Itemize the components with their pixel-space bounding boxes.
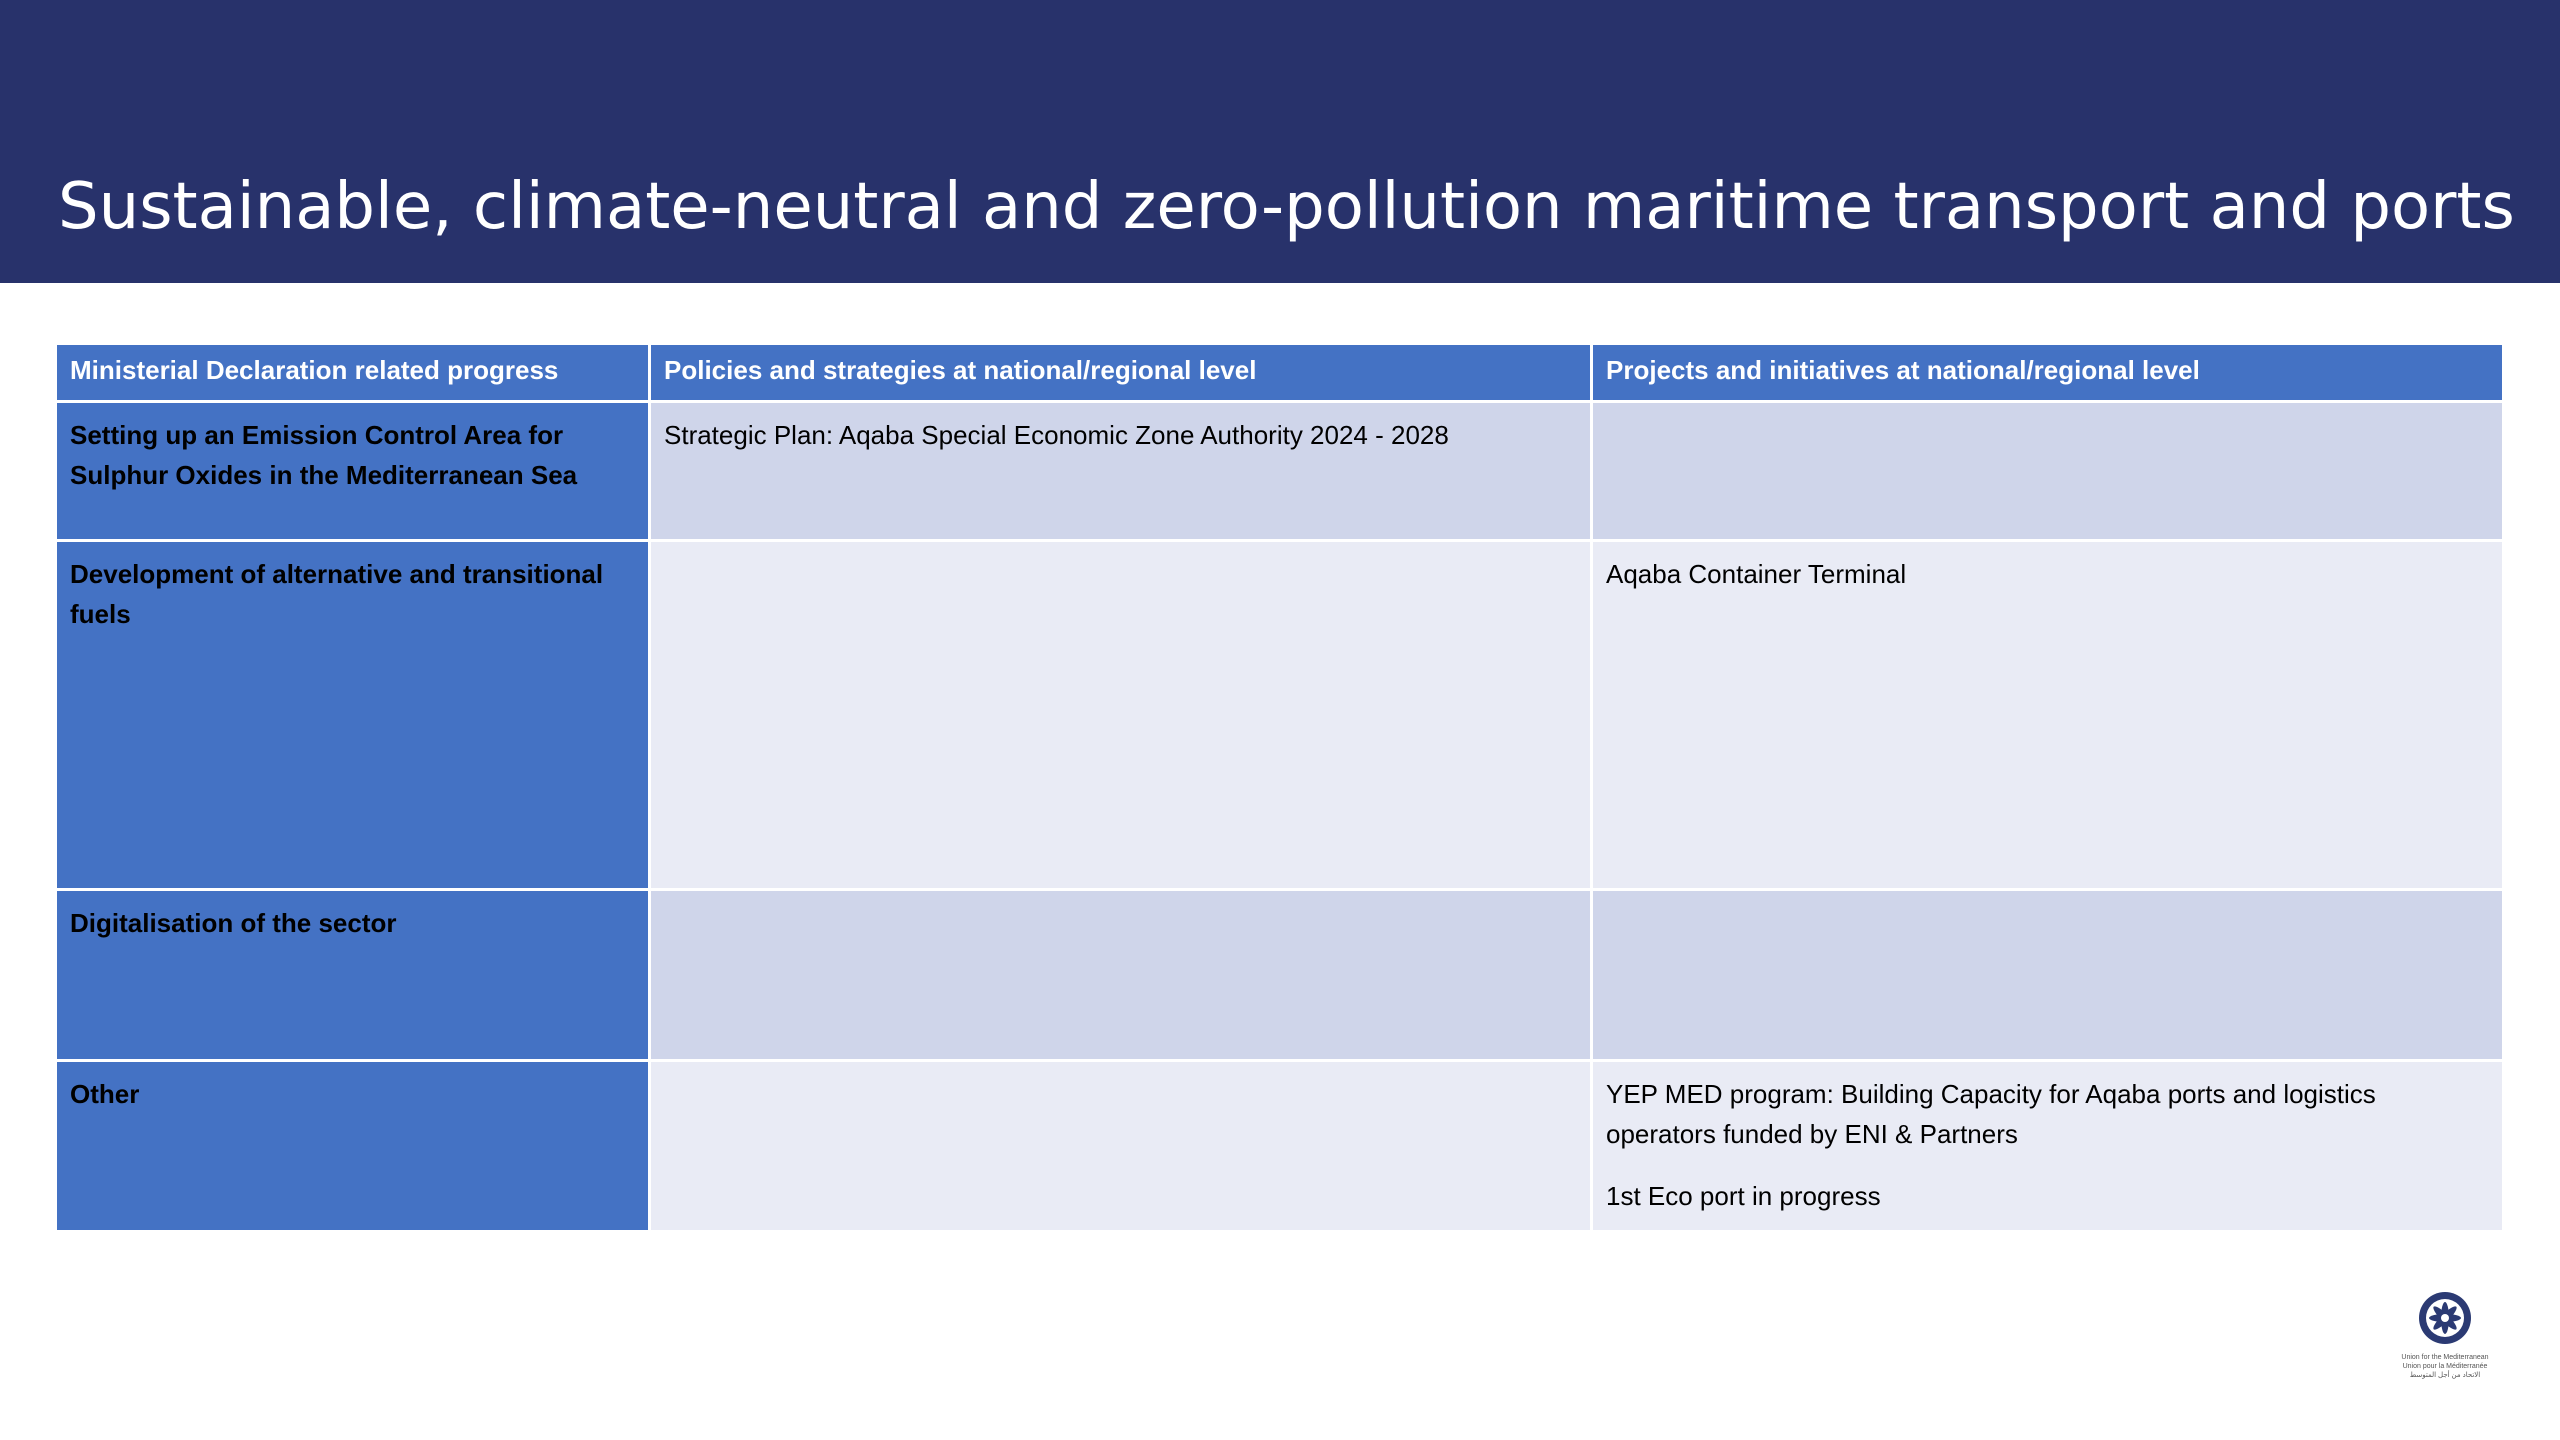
table-row <box>56 402 2504 541</box>
logo-caption <box>2385 1353 2505 1380</box>
projects-cell <box>1592 402 2504 541</box>
table-row <box>56 1061 2504 1232</box>
projects-paragraph: YEP MED program: Building Capacity for Aqaba ports and logistics operators funded by ENI & Partners <box>1606 1079 2376 1149</box>
row-label-alternative-fuels: Development of alternative and transitional fuels <box>56 541 650 890</box>
row-label-other: Other <box>56 1061 650 1232</box>
slide-title: Sustainable, climate-neutral and zero-pollution maritime transport and ports <box>58 170 2515 244</box>
column-header-policies: Policies and strategies at national/regional level <box>650 344 1592 402</box>
policies-cell <box>650 541 1592 890</box>
progress-table <box>54 342 2505 1233</box>
title-banner <box>0 0 2560 283</box>
projects-paragraph: 1st Eco port in progress <box>1606 1181 1881 1211</box>
row-label-digitalisation: Digitalisation of the sector <box>56 890 650 1061</box>
column-header-declaration-progress: Ministerial Declaration related progress <box>56 344 650 402</box>
projects-cell: Aqaba Container Terminal <box>1592 541 2504 890</box>
policies-cell <box>650 1061 1592 1232</box>
row-label-emission-control-area: Setting up an Emission Control Area for Sulphur Oxides in the Mediterranean Sea <box>56 402 650 541</box>
table-header-row <box>56 344 2504 402</box>
logo-caption-line: الاتحاد من أجل المتوسط <box>2409 1372 2481 1379</box>
projects-cell <box>1592 890 2504 1061</box>
logo-caption-line: Union for the Mediterranean <box>2401 1354 2489 1361</box>
union-for-the-mediterranean-logo-icon <box>2385 1285 2505 1351</box>
projects-cell <box>1592 1061 2504 1232</box>
logo-caption-line: Union pour la Méditerranée <box>2402 1363 2488 1370</box>
union-for-the-mediterranean-logo <box>2385 1285 2505 1395</box>
table-row <box>56 890 2504 1061</box>
table-row <box>56 541 2504 890</box>
column-header-projects: Projects and initiatives at national/regional level <box>1592 344 2504 402</box>
policies-cell <box>650 890 1592 1061</box>
policies-cell: Strategic Plan: Aqaba Special Economic Zone Authority 2024 - 2028 <box>650 402 1592 541</box>
